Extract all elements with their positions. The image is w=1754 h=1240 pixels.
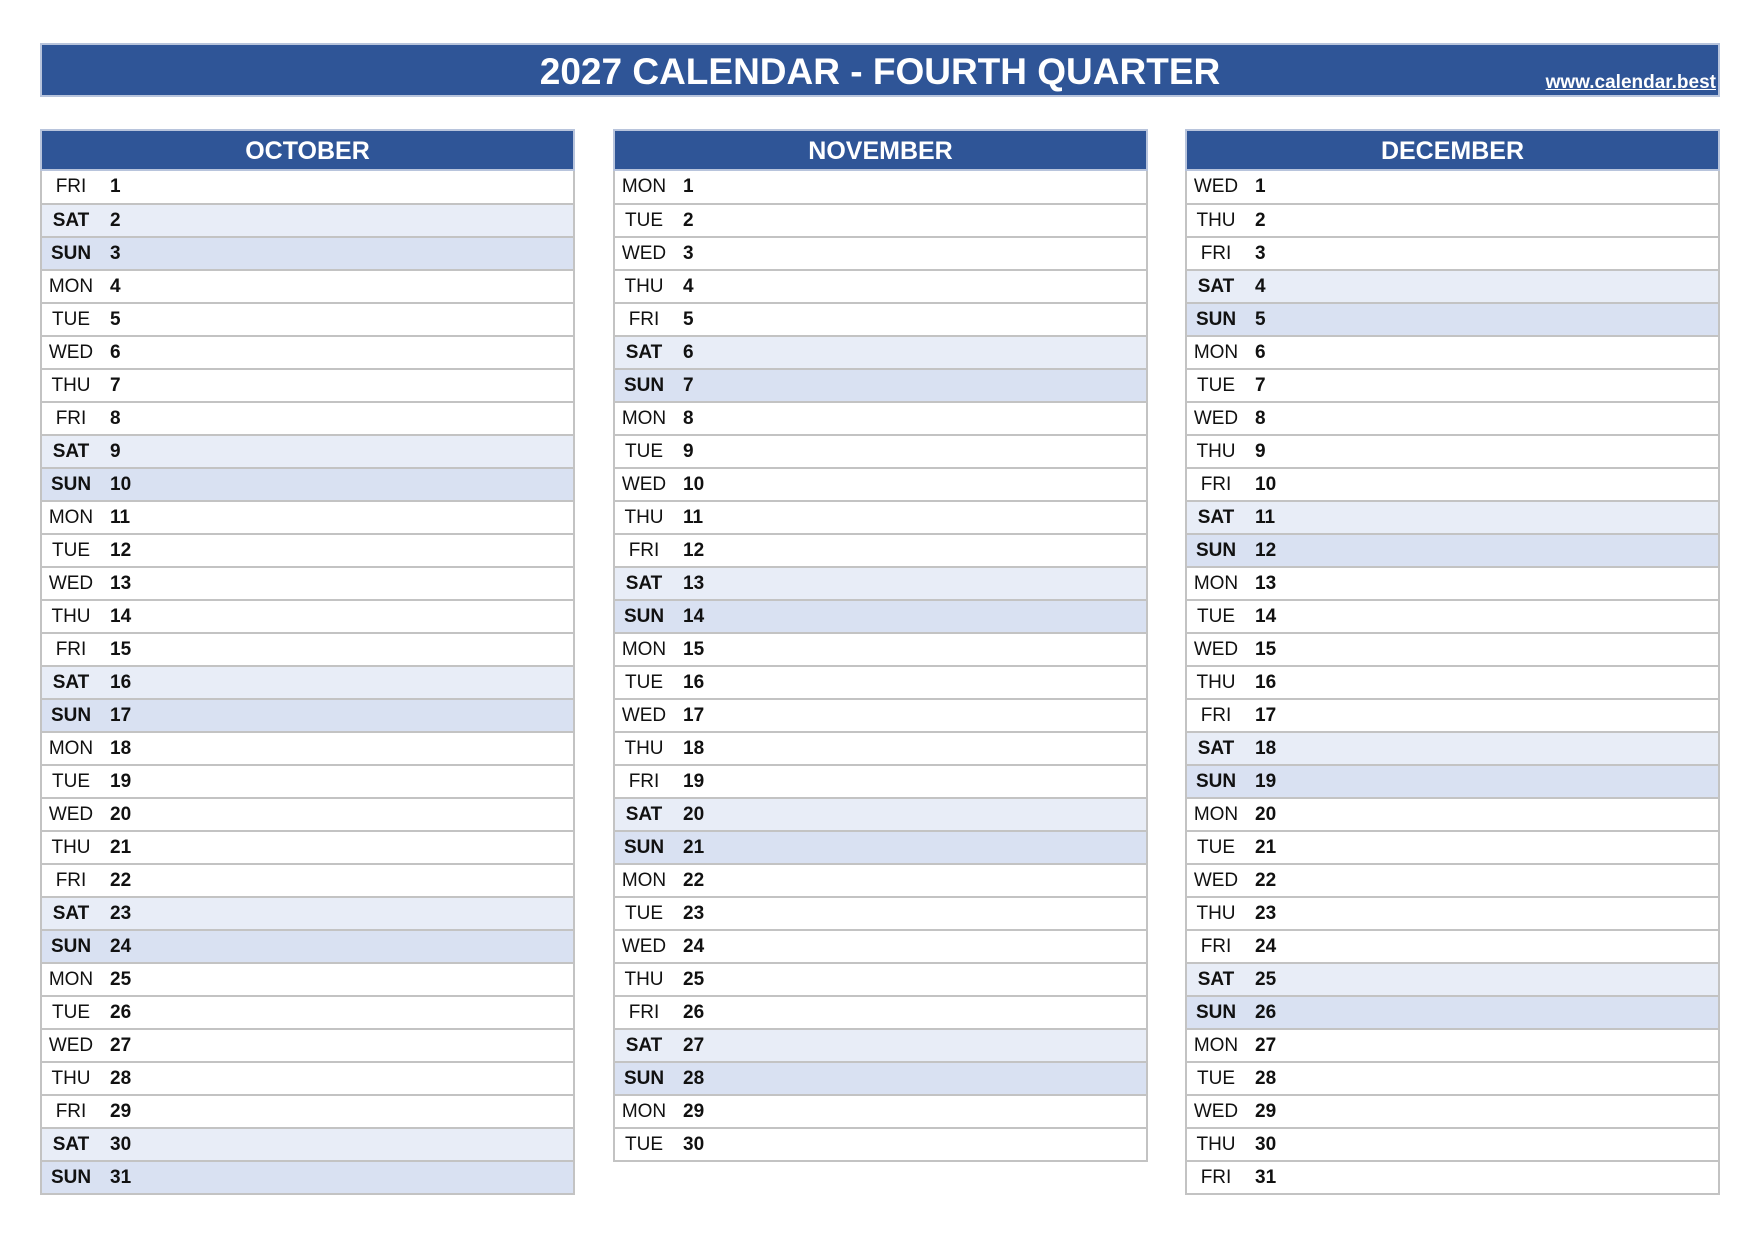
day-number: 21 <box>683 837 705 858</box>
day-number: 1 <box>110 176 121 197</box>
title-bar <box>40 43 1720 97</box>
day-of-week: THU <box>1196 210 1236 231</box>
day-row <box>1187 632 1718 665</box>
day-of-week: TUE <box>625 903 663 924</box>
day-row <box>42 335 573 368</box>
day-number: 26 <box>683 1002 705 1023</box>
day-of-week: THU <box>624 738 664 759</box>
day-number: 28 <box>683 1068 705 1089</box>
day-row <box>615 467 1146 500</box>
day-of-week: FRI <box>628 540 660 561</box>
day-number: 28 <box>110 1068 132 1089</box>
day-number: 17 <box>110 705 132 726</box>
day-row <box>42 929 573 962</box>
day-row <box>615 929 1146 962</box>
day-of-week: SAT <box>625 573 663 594</box>
day-of-week: SAT <box>625 342 663 363</box>
day-row <box>615 335 1146 368</box>
day-of-week: MON <box>621 870 667 891</box>
day-number: 3 <box>1255 243 1266 264</box>
day-of-week: TUE <box>52 1002 90 1023</box>
day-of-week: THU <box>1196 441 1236 462</box>
day-number: 6 <box>1255 342 1266 363</box>
day-row <box>1187 1160 1718 1193</box>
day-row <box>1187 731 1718 764</box>
day-row <box>615 764 1146 797</box>
day-of-week: THU <box>1196 1134 1236 1155</box>
day-row <box>615 302 1146 335</box>
day-of-week: WED <box>621 474 667 495</box>
day-number: 17 <box>683 705 705 726</box>
day-row <box>1187 1061 1718 1094</box>
day-row <box>42 236 573 269</box>
day-of-week: WED <box>621 705 667 726</box>
day-row <box>1187 500 1718 533</box>
day-row <box>615 863 1146 896</box>
day-number: 18 <box>110 738 132 759</box>
month-header: NOVEMBER <box>613 129 1148 171</box>
day-row <box>42 632 573 665</box>
day-of-week: FRI <box>1200 936 1232 957</box>
day-row <box>615 1061 1146 1094</box>
day-number: 16 <box>1255 672 1277 693</box>
day-number: 6 <box>683 342 694 363</box>
day-row <box>1187 566 1718 599</box>
day-of-week: SUN <box>50 936 92 957</box>
day-row <box>42 731 573 764</box>
day-row <box>1187 863 1718 896</box>
day-number: 22 <box>110 870 132 891</box>
day-number: 15 <box>110 639 132 660</box>
day-of-week: SUN <box>1195 771 1237 792</box>
day-number: 8 <box>110 408 121 429</box>
day-number: 28 <box>1255 1068 1277 1089</box>
day-of-week: MON <box>1193 1035 1239 1056</box>
day-row <box>615 731 1146 764</box>
day-row <box>42 995 573 1028</box>
day-of-week: SAT <box>52 672 90 693</box>
day-of-week: FRI <box>55 639 87 660</box>
day-of-week: SAT <box>52 903 90 924</box>
day-of-week: TUE <box>52 309 90 330</box>
day-of-week: SAT <box>52 441 90 462</box>
day-number: 22 <box>683 870 705 891</box>
day-row <box>1187 599 1718 632</box>
day-of-week: SUN <box>1195 1002 1237 1023</box>
day-of-week: THU <box>624 969 664 990</box>
day-number: 30 <box>110 1134 132 1155</box>
day-row <box>1187 1028 1718 1061</box>
day-row <box>1187 665 1718 698</box>
day-number: 14 <box>110 606 132 627</box>
day-of-week: THU <box>51 606 91 627</box>
day-of-week: SAT <box>1197 969 1235 990</box>
day-row <box>1187 269 1718 302</box>
day-number: 14 <box>1255 606 1277 627</box>
day-row <box>1187 171 1718 203</box>
day-row <box>1187 368 1718 401</box>
day-number: 7 <box>683 375 694 396</box>
day-of-week: WED <box>1193 639 1239 660</box>
day-of-week: SUN <box>623 375 665 396</box>
day-of-week: WED <box>1193 870 1239 891</box>
day-row <box>615 665 1146 698</box>
day-number: 26 <box>110 1002 132 1023</box>
day-of-week: WED <box>48 342 94 363</box>
day-number: 15 <box>683 639 705 660</box>
day-row <box>42 962 573 995</box>
month-header: DECEMBER <box>1185 129 1720 171</box>
day-of-week: THU <box>51 1068 91 1089</box>
day-number: 2 <box>1255 210 1266 231</box>
day-number: 21 <box>1255 837 1277 858</box>
day-number: 30 <box>1255 1134 1277 1155</box>
day-of-week: MON <box>1193 342 1239 363</box>
day-row <box>42 764 573 797</box>
day-number: 24 <box>683 936 705 957</box>
day-of-week: WED <box>1193 1101 1239 1122</box>
day-number: 24 <box>1255 936 1277 957</box>
day-row <box>42 665 573 698</box>
day-row <box>615 368 1146 401</box>
day-of-week: MON <box>48 738 94 759</box>
day-of-week: MON <box>1193 804 1239 825</box>
day-of-week: TUE <box>625 672 663 693</box>
day-of-week: FRI <box>628 1002 660 1023</box>
day-number: 27 <box>110 1035 132 1056</box>
day-number: 17 <box>1255 705 1277 726</box>
day-of-week: MON <box>621 639 667 660</box>
day-number: 18 <box>1255 738 1277 759</box>
day-number: 7 <box>110 375 121 396</box>
day-row <box>42 698 573 731</box>
day-number: 10 <box>1255 474 1277 495</box>
day-row <box>615 269 1146 302</box>
day-number: 4 <box>110 276 121 297</box>
day-number: 13 <box>1255 573 1277 594</box>
day-row <box>615 632 1146 665</box>
day-of-week: SAT <box>625 1035 663 1056</box>
day-number: 5 <box>1255 309 1266 330</box>
day-number: 29 <box>1255 1101 1277 1122</box>
day-number: 25 <box>1255 969 1277 990</box>
day-of-week: TUE <box>1197 606 1235 627</box>
day-number: 1 <box>683 176 694 197</box>
day-row <box>615 896 1146 929</box>
day-row <box>615 566 1146 599</box>
day-of-week: SAT <box>1197 738 1235 759</box>
day-number: 27 <box>683 1035 705 1056</box>
day-of-week: MON <box>621 408 667 429</box>
day-row <box>615 830 1146 863</box>
day-number: 5 <box>110 309 121 330</box>
day-of-week: TUE <box>625 210 663 231</box>
day-row <box>42 368 573 401</box>
day-number: 14 <box>683 606 705 627</box>
day-row <box>1187 401 1718 434</box>
day-of-week: THU <box>51 375 91 396</box>
day-number: 30 <box>683 1134 705 1155</box>
day-of-week: THU <box>624 507 664 528</box>
month-december <box>1185 129 1720 1195</box>
day-number: 24 <box>110 936 132 957</box>
day-number: 20 <box>110 804 132 825</box>
day-row <box>1187 236 1718 269</box>
day-row <box>615 533 1146 566</box>
page-title: 2027 CALENDAR - FOURTH QUARTER <box>539 51 1221 92</box>
day-number: 5 <box>683 309 694 330</box>
day-of-week: TUE <box>1197 837 1235 858</box>
day-row <box>1187 533 1718 566</box>
day-row <box>42 863 573 896</box>
day-row <box>42 401 573 434</box>
day-of-week: SAT <box>52 210 90 231</box>
day-row <box>42 896 573 929</box>
day-of-week: FRI <box>1200 705 1232 726</box>
day-row <box>1187 830 1718 863</box>
day-row <box>42 599 573 632</box>
day-of-week: SAT <box>625 804 663 825</box>
day-row <box>615 203 1146 236</box>
day-list <box>40 171 575 1195</box>
day-of-week: SUN <box>50 243 92 264</box>
day-row <box>615 236 1146 269</box>
day-number: 12 <box>110 540 132 561</box>
day-of-week: FRI <box>628 771 660 792</box>
day-row <box>615 401 1146 434</box>
day-of-week: TUE <box>52 771 90 792</box>
website-link[interactable]: www.calendar.best <box>1545 72 1716 93</box>
day-number: 10 <box>683 474 705 495</box>
day-number: 4 <box>1255 276 1266 297</box>
day-of-week: WED <box>48 1035 94 1056</box>
day-number: 23 <box>110 903 132 924</box>
day-row <box>42 434 573 467</box>
day-of-week: MON <box>48 969 94 990</box>
day-number: 6 <box>110 342 121 363</box>
day-number: 29 <box>110 1101 132 1122</box>
day-number: 20 <box>683 804 705 825</box>
day-of-week: SUN <box>623 1068 665 1089</box>
day-number: 9 <box>683 441 694 462</box>
day-of-week: TUE <box>1197 1068 1235 1089</box>
day-row <box>615 1028 1146 1061</box>
day-number: 20 <box>1255 804 1277 825</box>
day-row <box>42 1160 573 1193</box>
day-of-week: FRI <box>1200 243 1232 264</box>
day-row <box>42 500 573 533</box>
day-of-week: MON <box>48 276 94 297</box>
day-number: 23 <box>1255 903 1277 924</box>
day-row <box>1187 764 1718 797</box>
day-number: 3 <box>110 243 121 264</box>
day-number: 11 <box>683 507 704 528</box>
day-row <box>615 171 1146 203</box>
day-row <box>615 1094 1146 1127</box>
day-of-week: TUE <box>625 1134 663 1155</box>
day-of-week: FRI <box>1200 1167 1232 1188</box>
day-of-week: SAT <box>52 1134 90 1155</box>
day-number: 8 <box>1255 408 1266 429</box>
day-of-week: FRI <box>55 870 87 891</box>
day-number: 16 <box>110 672 132 693</box>
day-of-week: THU <box>624 276 664 297</box>
day-of-week: SUN <box>623 606 665 627</box>
day-of-week: SUN <box>1195 540 1237 561</box>
day-of-week: WED <box>621 243 667 264</box>
day-number: 12 <box>1255 540 1277 561</box>
day-number: 19 <box>683 771 705 792</box>
day-row <box>1187 962 1718 995</box>
day-number: 15 <box>1255 639 1277 660</box>
day-row <box>1187 896 1718 929</box>
day-row <box>615 434 1146 467</box>
day-of-week: WED <box>1193 408 1239 429</box>
day-row <box>42 1094 573 1127</box>
day-of-week: MON <box>48 507 94 528</box>
day-number: 2 <box>110 210 121 231</box>
day-number: 18 <box>683 738 705 759</box>
day-of-week: FRI <box>628 309 660 330</box>
day-number: 22 <box>1255 870 1277 891</box>
day-row <box>42 467 573 500</box>
day-number: 25 <box>110 969 132 990</box>
day-of-week: SUN <box>1195 309 1237 330</box>
day-of-week: SUN <box>50 474 92 495</box>
day-row <box>615 1127 1146 1160</box>
day-number: 12 <box>683 540 705 561</box>
day-row <box>1187 203 1718 236</box>
day-number: 13 <box>683 573 705 594</box>
month-november <box>613 129 1148 1162</box>
day-list <box>613 171 1148 1162</box>
day-row <box>42 171 573 203</box>
day-number: 25 <box>683 969 705 990</box>
day-number: 11 <box>110 507 131 528</box>
day-row <box>1187 335 1718 368</box>
day-row <box>615 995 1146 1028</box>
day-row <box>615 599 1146 632</box>
day-of-week: TUE <box>52 540 90 561</box>
day-of-week: FRI <box>1200 474 1232 495</box>
day-number: 21 <box>110 837 132 858</box>
day-of-week: SAT <box>1197 276 1235 297</box>
day-of-week: WED <box>621 936 667 957</box>
day-of-week: THU <box>51 837 91 858</box>
day-row <box>1187 1094 1718 1127</box>
day-of-week: THU <box>1196 903 1236 924</box>
day-row <box>1187 995 1718 1028</box>
day-list <box>1185 171 1720 1195</box>
day-number: 31 <box>1255 1167 1277 1188</box>
day-row <box>42 302 573 335</box>
day-row <box>615 500 1146 533</box>
day-number: 2 <box>683 210 694 231</box>
day-of-week: TUE <box>625 441 663 462</box>
day-number: 19 <box>110 771 132 792</box>
day-of-week: MON <box>621 176 667 197</box>
day-number: 3 <box>683 243 694 264</box>
day-row <box>42 533 573 566</box>
day-number: 19 <box>1255 771 1277 792</box>
day-number: 11 <box>1255 507 1276 528</box>
day-row <box>42 830 573 863</box>
month-header: OCTOBER <box>40 129 575 171</box>
day-row <box>1187 467 1718 500</box>
day-number: 13 <box>110 573 132 594</box>
day-row <box>42 1127 573 1160</box>
day-number: 1 <box>1255 176 1266 197</box>
day-number: 7 <box>1255 375 1266 396</box>
day-row <box>615 962 1146 995</box>
day-number: 8 <box>683 408 694 429</box>
month-october <box>40 129 575 1195</box>
day-of-week: WED <box>48 573 94 594</box>
day-row <box>615 698 1146 731</box>
day-row <box>42 1061 573 1094</box>
day-of-week: SUN <box>50 1167 92 1188</box>
day-row <box>615 797 1146 830</box>
day-of-week: FRI <box>55 408 87 429</box>
day-of-week: WED <box>48 804 94 825</box>
day-of-week: SUN <box>50 705 92 726</box>
day-row <box>42 797 573 830</box>
day-row <box>1187 797 1718 830</box>
day-row <box>1187 698 1718 731</box>
day-row <box>1187 434 1718 467</box>
day-row <box>42 269 573 302</box>
day-of-week: TUE <box>1197 375 1235 396</box>
day-of-week: MON <box>1193 573 1239 594</box>
day-number: 29 <box>683 1101 705 1122</box>
day-of-week: SAT <box>1197 507 1235 528</box>
day-of-week: THU <box>1196 672 1236 693</box>
day-number: 27 <box>1255 1035 1277 1056</box>
day-number: 23 <box>683 903 705 924</box>
day-number: 26 <box>1255 1002 1277 1023</box>
day-number: 4 <box>683 276 694 297</box>
day-of-week: MON <box>621 1101 667 1122</box>
day-number: 31 <box>110 1167 132 1188</box>
day-of-week: WED <box>1193 176 1239 197</box>
day-row <box>42 1028 573 1061</box>
day-row <box>1187 1127 1718 1160</box>
day-of-week: SUN <box>623 837 665 858</box>
day-row <box>42 566 573 599</box>
day-of-week: FRI <box>55 1101 87 1122</box>
day-number: 10 <box>110 474 132 495</box>
day-of-week: FRI <box>55 176 87 197</box>
day-number: 9 <box>110 441 121 462</box>
day-number: 9 <box>1255 441 1266 462</box>
day-number: 16 <box>683 672 705 693</box>
day-row <box>42 203 573 236</box>
day-row <box>1187 302 1718 335</box>
day-row <box>1187 929 1718 962</box>
